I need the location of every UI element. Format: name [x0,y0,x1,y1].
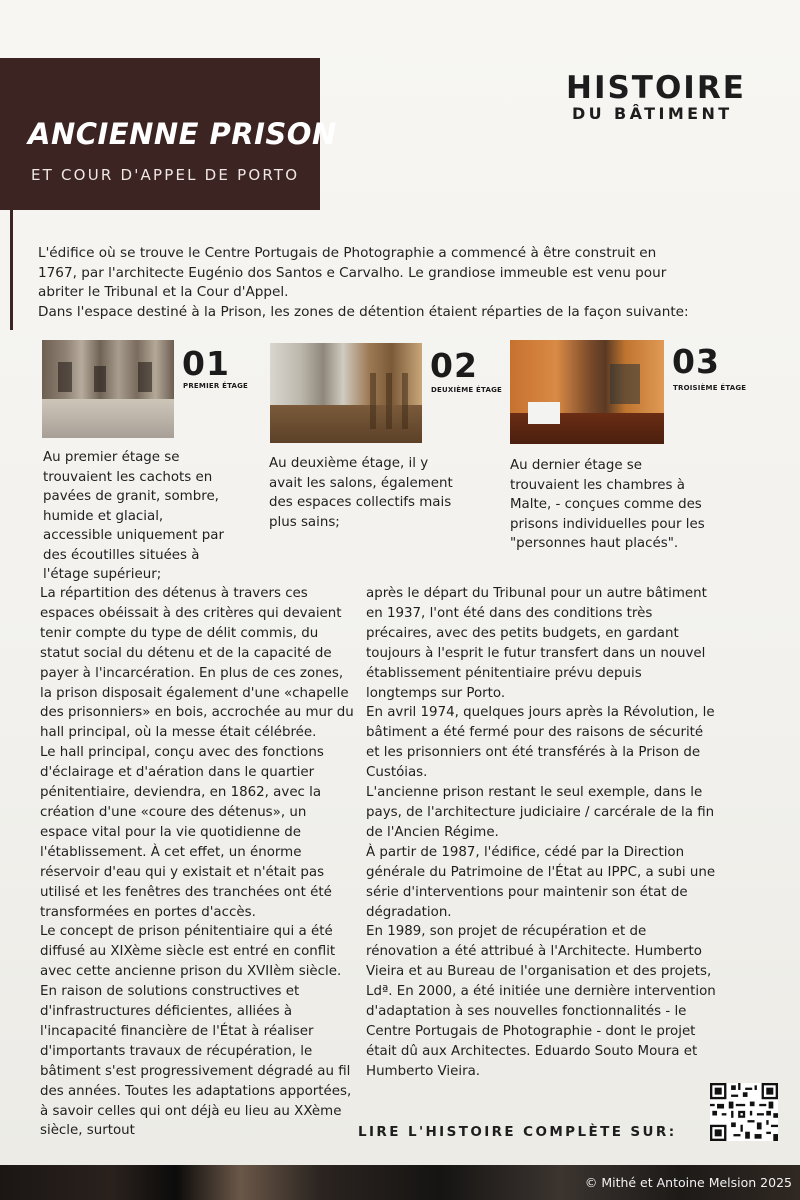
floor-caption: Au dernier étage se trouvaient les chambres à Malte, - conçues comme des prisons individuelles pour les "personnes haut placés". [510,458,705,551]
body-paragraph: L'ancienne prison restant le seul exemple, dans le pays, de l'architecture judiciaire / carcérale de la fin de l'Ancien Régime. [366,785,715,840]
section-heading: HISTOIRE [566,70,746,106]
floor-caption: Au deuxième étage, il y avait les salons, également des espaces collectifs mais plus sains; [269,456,453,530]
body-paragraph: après le départ du Tribunal pour un autre bâtiment en 1937, l'ont été dans des conditions très précaires, avec des petits budgets, en gardant toujours à l'esprit le futur transfert dans un nouvel établissement pénitentiaire prévu depuis longtemps sur Porto. [366,586,707,701]
floor-number: 01 [182,344,230,383]
body-paragraph: En 1989, son projet de récupération et de rénovation a été attribué à l'Architecte. Humberto Vieira et au Bureau de l'organisation et des projets, Ldª. En 2000, a été initiée une dernière intervention d'adaptation à ses nouvelles fonctionnalités - le Centre Portugais de Photographie - dont le projet était dû aux Architectes. Eduardo Souto Moura et Humberto Vieira. [366,924,716,1079]
qr-code-icon[interactable] [710,1083,778,1141]
photo-credit: © Mithé et Antoine Melsion 2025 [584,1175,792,1190]
section-heading-sub: DU BÂTIMENT [572,104,733,123]
title-accent-line [10,120,13,330]
body-column-right [366,584,716,1082]
body-paragraph: Le concept de prison pénitentiaire qui a été diffusé au XIXème siècle est entré en conflit avec cette ancienne prison du XVIIèm siècle. En raison de solutions constructives et d'infrastructures déficientes, alliées à l'incapacité financière de l'État à réaliser d'importants travaux de récupération, le bâtiment s'est progressivement dégradé au fil des années. Toutes les adaptations apportées, à savoir celles qui ont déjà eu lieu au XXème siècle, surtout [40,924,352,1139]
intro-paragraph: Dans l'espace destiné à la Prison, les zones de détention étaient réparties de la façon suivante: [38,303,689,320]
floor-label: TROISIÈME ÉTAGE [673,384,747,392]
body-paragraph: Le hall principal, conçu avec des fonctions d'éclairage et d'aération dans le quartier pénitentiaire, deviendra, en 1862, avec la création d'une «coure des détenus», un espace vital pour la vie quotidienne de l'établissement. À cet effet, un énorme réservoir d'eau qui y existait et n'était pas utilisé et les fenêtres des tranchées ont été transformées en portes d'accès. [40,745,332,920]
floor-1-photo [42,340,174,438]
floor-number: 02 [430,346,478,385]
intro-paragraph: L'édifice où se trouve le Centre Portugais de Photographie a commencé à être construit en 1767, par l'architecte Eugénio dos Santos e Carvalho. Le grandiose immeuble est venu pour abriter le Tribunal et la Cour d'Appel. [38,245,667,300]
floor-label: DEUXIÈME ÉTAGE [431,386,503,394]
floor-caption: Au premier étage se trouvaient les cachots en pavées de granit, sombre, humide et glacial, accessible uniquement par des écoutilles situées à l'étage supérieur; [43,450,224,582]
body-paragraph: La répartition des détenus à travers ces espaces obéissait à des critères qui devaient tenir compte du type de délit commis, du statut social du détenu et de la capacité de payer à l'incarcération. En plus de ces zones, la prison disposait également d'une «chapelle des prisonniers» en bois, accrochée au mur du hall principal, où la messe était célébrée. [40,586,354,741]
read-more-label: LIRE L'HISTOIRE COMPLÈTE SUR: [358,1124,677,1140]
floor-2-photo [270,343,422,443]
page-title: ANCIENNE PRISON [28,117,337,151]
floor-number: 03 [672,342,720,381]
body-paragraph: À partir de 1987, l'édifice, cédé par la Direction générale du Patrimoine de l'État au IPPC, a subi une série d'interventions pour maintenir son état de dégradation. [366,844,716,920]
floor-3-photo [510,340,664,444]
body-paragraph: En avril 1974, quelques jours après la Révolution, le bâtiment a été fermé pour des raisons de sécurité et les prisonniers ont été transférés à la Prison de Custóias. [366,705,715,781]
floor-label: PREMIER ÉTAGE [183,382,249,390]
body-column-left [40,584,358,1141]
page-subtitle: ET COUR D'APPEL DE PORTO [31,166,300,184]
intro-text [38,244,698,322]
